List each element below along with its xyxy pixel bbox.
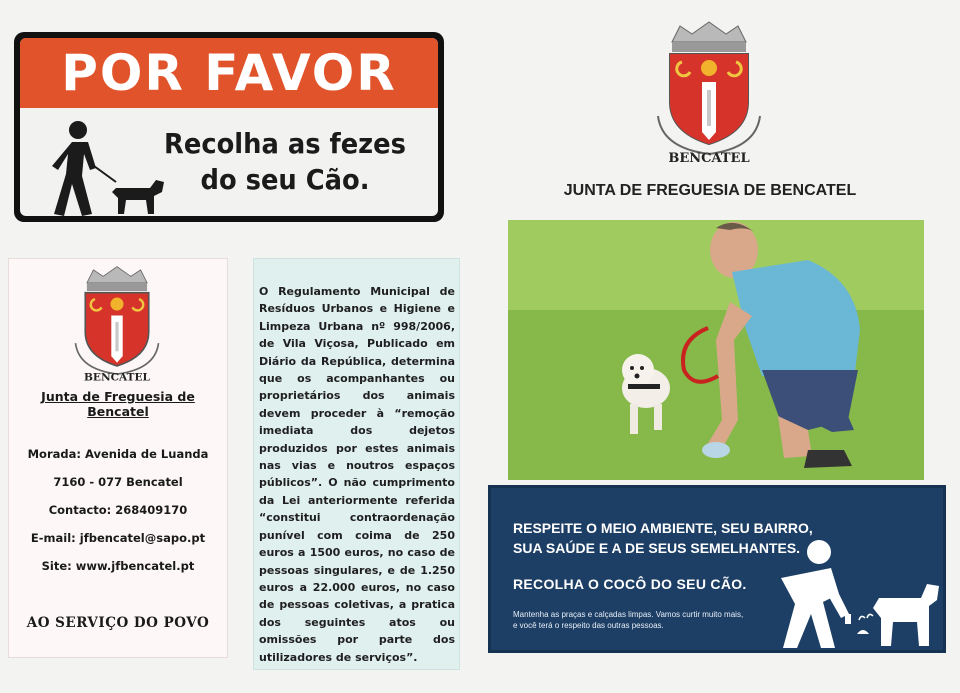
crest-label-small: BENCATEL — [84, 371, 150, 383]
photo-illustration — [508, 220, 924, 480]
sign-line-1: Recolha as fezes — [164, 127, 406, 160]
card-postal: 7160 - 077 Bencatel — [53, 475, 183, 489]
warning-sign — [14, 32, 444, 222]
card-title: Junta de Freguesia de Bencatel — [41, 389, 195, 419]
man-with-dog-photo — [508, 220, 924, 480]
crest-emblem-top — [650, 20, 768, 165]
panel-line-3: RECOLHA O COCÔ DO SEU CÃO. — [513, 576, 747, 592]
junta-title: JUNTA DE FREGUESIA DE BENCATEL — [563, 182, 857, 199]
panel-line-4: Mantenha as praças e calçadas limpas. Vamos curtir muito mais, — [513, 610, 744, 619]
card-contact: Contacto: 268409170 — [48, 503, 188, 517]
panel-line-5: e você terá o respeito das outras pessoas. — [513, 621, 664, 630]
crest-label: BENCATEL — [668, 151, 750, 165]
contact-card — [8, 258, 228, 658]
card-email: E-mail: jfbencatel@sapo.pt — [30, 531, 206, 545]
sign-line-2: do seu Cão. — [200, 163, 370, 196]
crest-emblem-card — [67, 265, 167, 383]
awareness-panel — [488, 485, 946, 653]
sign-message — [152, 126, 419, 198]
card-motto: AO SERVIÇO DO POVO — [26, 615, 210, 631]
crest-icon — [650, 20, 768, 165]
man-walking-dog-icon — [38, 118, 168, 216]
panel-line-2: SUA SAÚDE E A DE SEUS SEMELHANTES. — [513, 540, 801, 556]
regulation-text-card — [253, 258, 460, 670]
panel-line-1: RESPEITE O MEIO AMBIENTE, SEU BAIRRO, — [513, 520, 813, 536]
regulation-text: O Regulamento Municipal de Resíduos Urbanos e Higiene e Limpeza Urbana nº 998/2006, de Vila Viçosa, Publicado em Diário da República, determina que os acompanhantes ou proprietários dos animais devem proceder à “remoção imediata dos dejetos produzidos por estes animais nas vias e noutros espaços públicos”. O não cumprimento da Lei anteriormente referida “constitui contraordenação punível com coima de 250 euros a 1500 euros, no caso de pessoas singulares, e de 1.250 euros a 22.000 euros, no caso de pessoas coletivas, a pratica dos seguintes atos ou omissões por parte dos utilizadores de serviços”. — [259, 285, 455, 664]
crest-icon-small — [67, 265, 167, 383]
sign-header: POR FAVOR — [20, 38, 438, 108]
card-site: Site: www.jfbencatel.pt — [41, 559, 195, 573]
man-picking-up-dog-poop-icon — [761, 538, 947, 650]
card-address: Morada: Avenida de Luanda — [27, 447, 209, 461]
